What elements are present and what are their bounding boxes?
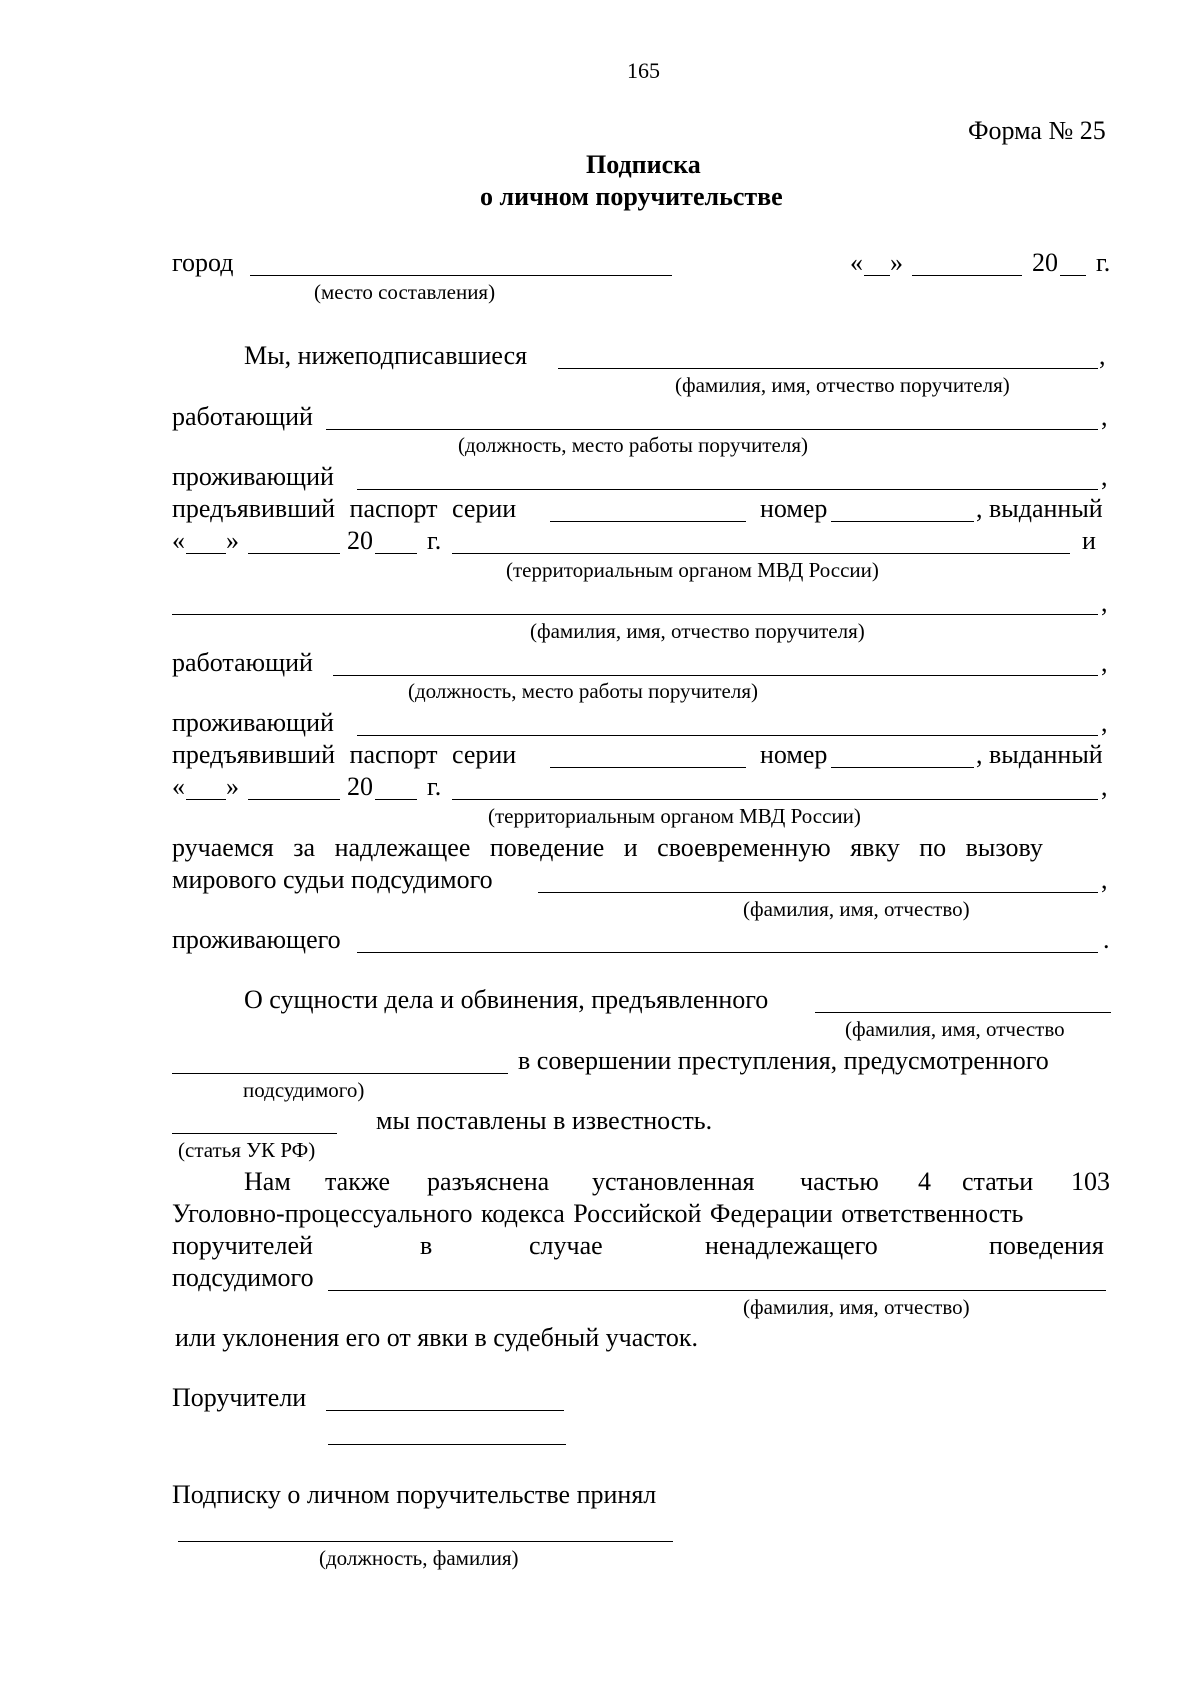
guarantors-label: Поручители [172,1383,307,1412]
g2-working-field[interactable] [333,675,1098,676]
g1-issue-day-field[interactable] [186,553,226,554]
g2-fio-field[interactable] [172,614,1098,615]
city-label: город [172,248,234,277]
comma: , [1101,588,1108,617]
date-quote-open: « [850,248,863,277]
g1-passport-label: предъявивший паспорт серии [172,494,517,523]
g2-passport-number-field[interactable] [831,767,974,768]
accepted-caption: (должность, фамилия) [319,1546,519,1570]
g2-issue-year-suffix: г. [427,772,442,801]
city-field[interactable] [250,275,672,276]
g2-issuer-field[interactable] [452,799,1098,800]
accepted-label: Подписку о личном поручительстве принял [172,1480,657,1509]
g1-living-label: проживающий [172,462,334,491]
guarantor2-signature-field[interactable] [328,1444,566,1445]
g1-working-label: работающий [172,402,313,431]
essence-caption1: (фамилия, имя, отчество [845,1017,1065,1041]
g2-issuer-caption: (территориальным органом МВД России) [488,804,861,828]
form-number: Форма № 25 [968,116,1106,145]
g1-passport-number-field[interactable] [831,521,974,522]
g1-number-label: номер [760,494,828,523]
g1-issued-label: , выданный [976,494,1103,523]
g2-fio-caption: (фамилия, имя, отчество поручителя) [530,619,865,643]
essence-caption3: (статья УК РФ) [178,1138,316,1162]
g2-living-label: проживающий [172,708,334,737]
defendant-living-field[interactable] [357,952,1098,953]
g1-living-field[interactable] [357,489,1098,490]
liability-line1-w1: Нам [244,1167,291,1196]
liability-line5: или уклонения его от явки в судебный участок. [175,1323,698,1352]
defendant-living-label: проживающего [172,925,341,954]
liability-line3-w3: случае [529,1231,603,1260]
liability-line1-w6: 4 [918,1167,931,1196]
liability-line1-w3: разъяснена [427,1167,550,1196]
document-title: Подписка [586,150,701,179]
comma: , [1101,865,1108,894]
g2-passport-series-field[interactable] [550,767,746,768]
date-year-suffix: г. [1096,248,1111,277]
g2-issue-year-field[interactable] [375,799,417,800]
comma: , [1101,708,1108,737]
g2-issue-day-field[interactable] [186,799,226,800]
essence-fio-field-cont[interactable] [172,1073,508,1074]
city-caption: (место составления) [314,280,496,304]
liability-line1-w2: также [325,1167,391,1196]
liability-fio-caption: (фамилия, имя, отчество) [743,1295,970,1319]
g2-passport-label: предъявивший паспорт серии [172,740,517,769]
liability-line1-w8: 103 [1071,1167,1110,1196]
accepted-by-field[interactable] [178,1541,673,1542]
comma: , [1101,462,1108,491]
vouch-line1: ручаемся за надлежащее поведение и своевременную явку по вызову [172,833,1043,862]
g1-working-caption: (должность, место работы поручителя) [458,433,808,457]
vouch-line2: мирового судьи подсудимого [172,865,493,894]
liability-line2: Уголовно-процессуального кодекса Российской Федерации ответственность [172,1199,1024,1228]
liability-defendant-fio-field[interactable] [328,1290,1106,1291]
g1-issue-month-field[interactable] [248,553,340,554]
and-label: и [1082,526,1096,555]
g2-issue-quote-open: « [172,772,185,801]
guarantor1-signature-field[interactable] [326,1410,564,1411]
g1-issuer-field[interactable] [452,553,1070,554]
g1-issuer-caption: (территориальным органом МВД России) [506,558,879,582]
g2-number-label: номер [760,740,828,769]
liability-line3-w1: поручителей [172,1231,313,1260]
essence-caption2: подсудимого) [243,1078,365,1102]
document-subtitle: о личном поручительстве [480,182,783,211]
we-signed-label: Мы, нижеподписавшиеся [244,341,528,370]
comma: , [1101,772,1108,801]
criminal-code-article-field[interactable] [172,1133,337,1134]
defendant-fio-field[interactable] [538,892,1098,893]
liability-line3-w2: в [420,1231,433,1260]
liability-line1-w5: частью [800,1167,879,1196]
liability-line1-w4: установленная [592,1167,755,1196]
g1-issue-year-suffix: г. [427,526,442,555]
essence-line3: мы поставлены в известность. [376,1106,713,1135]
essence-line2: в совершении преступления, предусмотренного [518,1046,1049,1075]
g2-working-label: работающий [172,648,313,677]
g2-issue-quote-close: » [226,772,239,801]
comma: , [1101,648,1108,677]
liability-line3-w4: ненадлежащего [705,1231,878,1260]
date-year-prefix: 20 [1032,248,1058,277]
page-number: 165 [627,58,660,83]
g2-issue-year-prefix: 20 [347,772,373,801]
g1-issue-year-field[interactable] [375,553,417,554]
date-month-field[interactable] [912,275,1022,276]
guarantor1-fio-caption: (фамилия, имя, отчество поручителя) [675,373,1010,397]
liability-line3-w5: поведения [989,1231,1104,1260]
g1-issue-quote-open: « [172,526,185,555]
g1-passport-series-field[interactable] [550,521,746,522]
comma: , [1099,341,1106,370]
period: . [1103,925,1110,954]
essence-line1: О сущности дела и обвинения, предъявленного [244,985,769,1014]
g2-issue-month-field[interactable] [248,799,340,800]
g1-issue-year-prefix: 20 [347,526,373,555]
g2-issued-label: , выданный [976,740,1103,769]
date-day-field[interactable] [864,275,890,276]
comma: , [1101,402,1108,431]
liability-line1-w7: статьи [962,1167,1034,1196]
g2-working-caption: (должность, место работы поручителя) [408,679,758,703]
liability-line4: подсудимого [172,1263,314,1292]
date-year-field[interactable] [1060,275,1086,276]
g1-issue-quote-close: » [226,526,239,555]
defendant-fio-caption: (фамилия, имя, отчество) [743,897,970,921]
guarantor1-fio-field[interactable] [558,368,1098,369]
g1-working-field[interactable] [326,429,1098,430]
date-quote-close: » [890,248,903,277]
essence-fio-field[interactable] [815,1012,1111,1013]
g2-living-field[interactable] [357,735,1098,736]
